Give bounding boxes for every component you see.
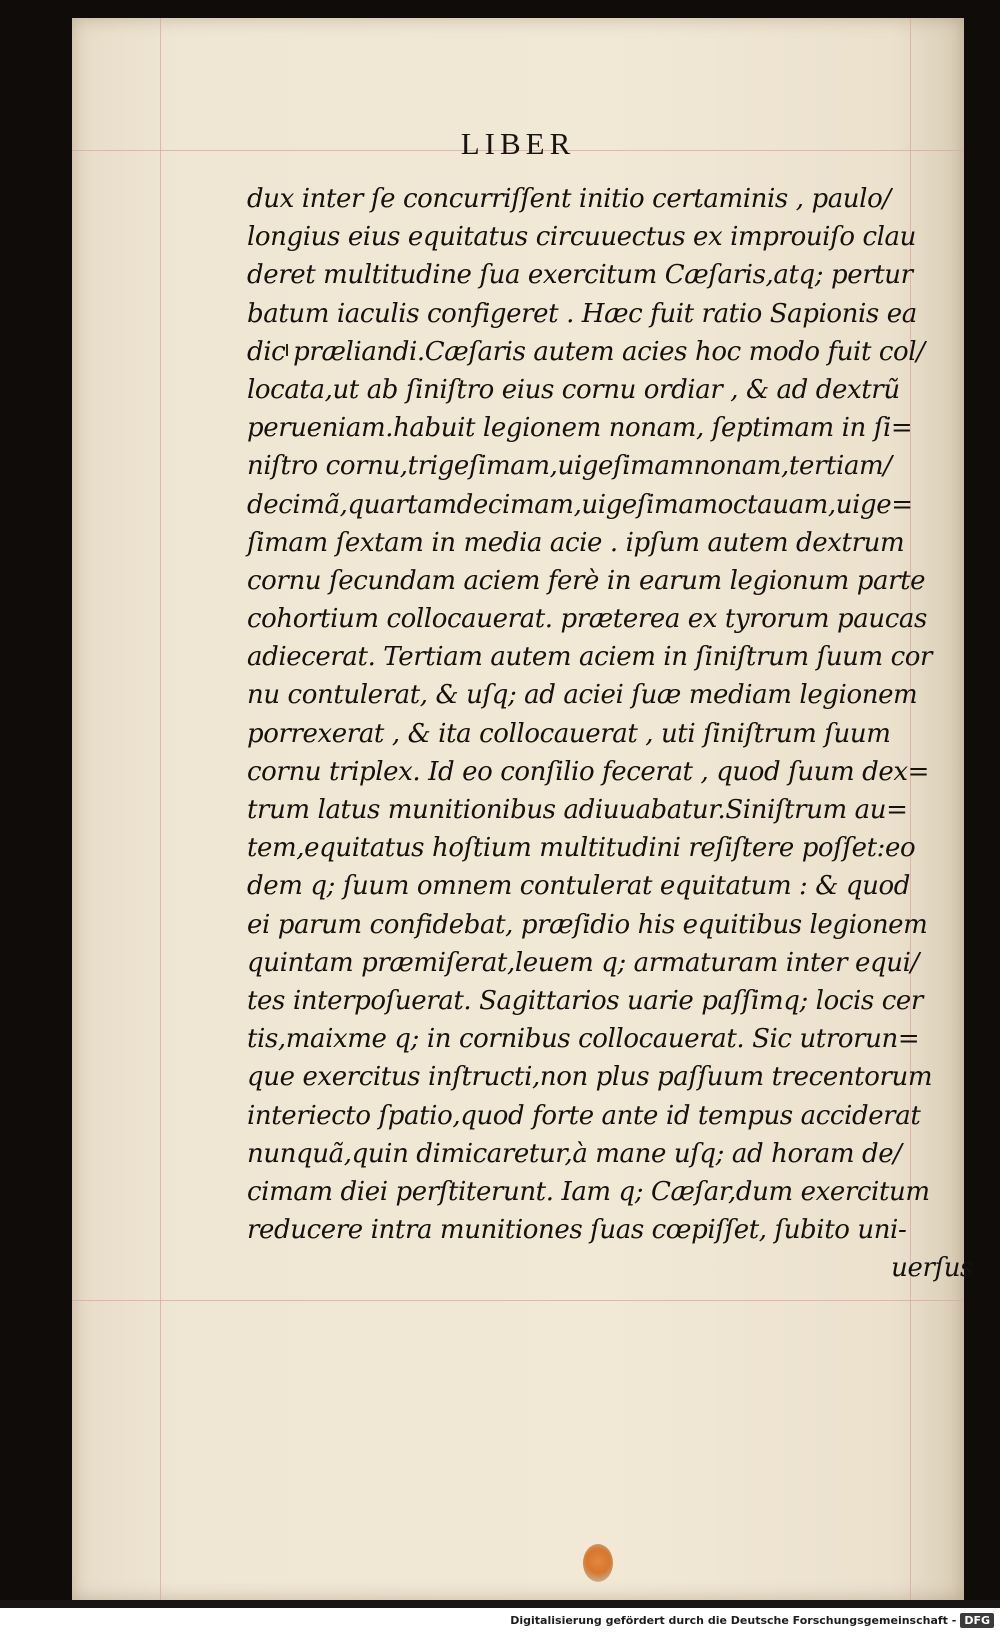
text-line: batum iaculis configeret . Hæc fuit ratio Sapionis ea	[247, 298, 917, 329]
margin-rule-bottom	[72, 1300, 964, 1301]
running-head: LIBER	[460, 126, 576, 161]
paper-stain	[583, 1544, 613, 1582]
text-line: niſtro cornu,trigeſimam,uigeſimamnonam,tertiam/	[247, 451, 892, 482]
text-line: quintam præmiſerat,leuem q; armaturam inter equi/	[247, 947, 919, 978]
text-line: porrexerat , & ita collocauerat , uti ſiniſtrum ſuum	[247, 718, 891, 749]
funding-credit: Digitalisierung gefördert durch die Deutsche Forschungsgemeinschaft -	[510, 1613, 957, 1627]
text-line: tis,maixme q; in cornibus collocauerat. Sic utrorun=	[247, 1024, 920, 1055]
dfg-logo: DFG	[960, 1613, 994, 1628]
text-line: decimã,quartamdecimam,uigeſimamoctauam,uige=	[247, 489, 913, 520]
text-line: dux inter ſe concurriſſent initio certaminis , paulo/	[247, 184, 891, 214]
text-line: dem q; ſuum omnem contulerat equitatum : & quod	[247, 871, 910, 902]
text-line: tes interpoſuerat. Sagittarios uarie paſſimq; locis cer	[247, 985, 923, 1016]
text-line: interiecto ſpatio,quod forte ante id tempus acciderat	[247, 1100, 921, 1131]
text-line: ſimam ſextam in media acie . ipſum autem dextrum	[247, 527, 905, 558]
text-line: nunquã,quin dimicaretur,à mane uſq; ad horam de/	[247, 1138, 902, 1169]
text-block	[247, 180, 973, 1287]
catchword: uerſus	[891, 1253, 973, 1284]
text-line: longius eius equitatus circuuectus ex improuiſo clau	[247, 222, 916, 253]
text-line: deret multitudine ſua exercitum Cæſaris,atq; pertur	[247, 260, 913, 291]
text-line: adiecerat. Tertiam autem aciem in ſiniſtrum ſuum cor	[247, 642, 933, 673]
digitization-footer	[0, 1608, 1000, 1632]
text-line: trum latus munitionibus adiuuabatur.Siniſtrum au=	[247, 795, 908, 825]
text-line: cornu triplex. Id eo conſilio fecerat , quod ſuum dex=	[247, 756, 930, 787]
text-line: cohortium collocauerat. præterea ex tyrorum paucas	[247, 604, 927, 635]
text-line: locata,ut ab ſiniſtro eius cornu ordiar , & ad dextrũ	[247, 374, 900, 405]
book-page	[72, 18, 973, 1600]
text-line: nu contulerat, & uſq; ad aciei ſuæ mediam legionem	[247, 680, 918, 711]
text-line: dic præliandi.Cæſaris autem acies hoc modo fuit col/	[247, 336, 925, 367]
margin-rule-left	[160, 18, 161, 1600]
text-line: cornu ſecundam aciem ferè in earum legionum parte	[247, 565, 926, 596]
text-line: que exercitus inſtructi,non plus paſſuum trecentorum	[247, 1062, 933, 1093]
text-line: ei parum confidebat, præſidio his equitibus legionem	[247, 909, 928, 940]
text-line: reducere intra munitiones ſuas cœpiſſet, ſubito uni-	[247, 1215, 907, 1246]
text-line: tem,equitatus hoſtium multitudini reſiſtere poſſet:eo	[247, 833, 916, 864]
text-line: cimam diei perſtiterunt. Iam q; Cæſar,dum exercitum	[247, 1176, 930, 1207]
text-line: perueniam.habuit legionem nonam, ſeptimam in ſi=	[247, 413, 913, 444]
